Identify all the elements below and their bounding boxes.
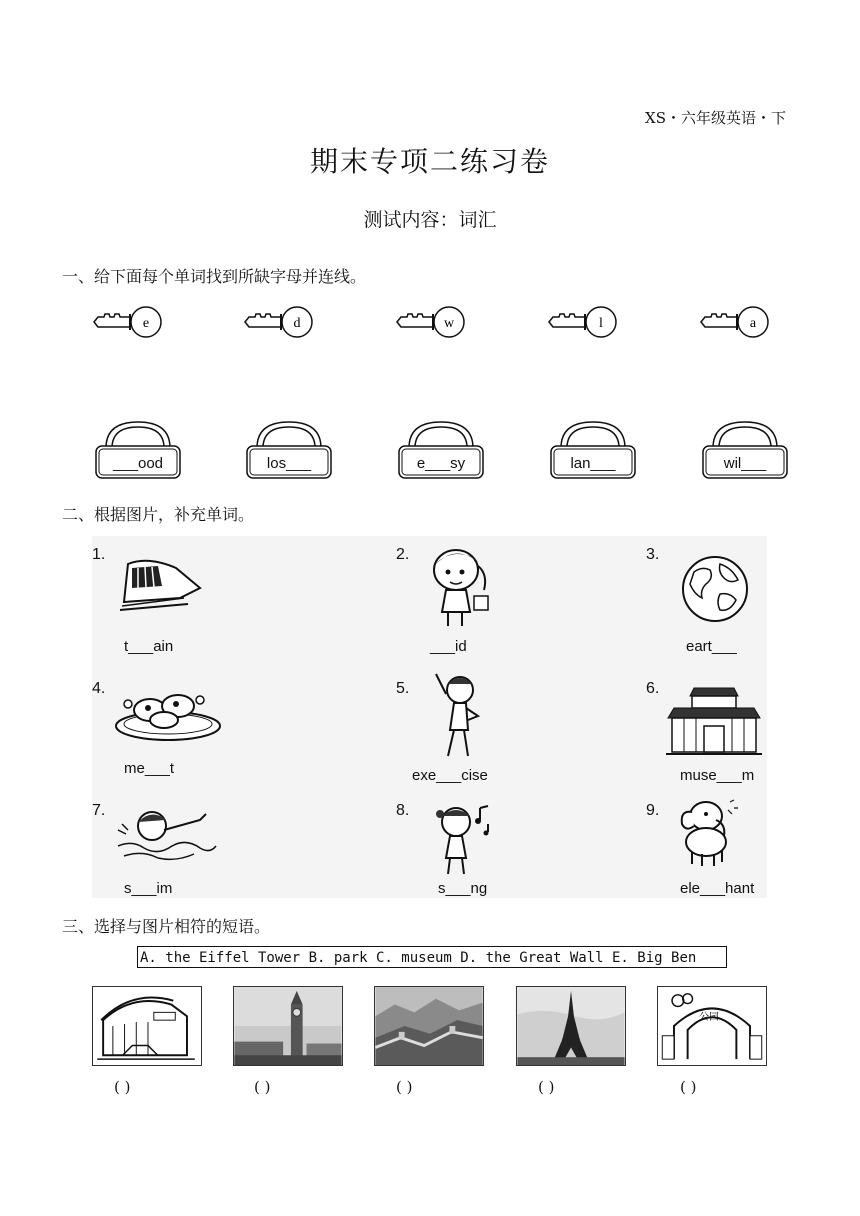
item-number: 4.	[92, 680, 106, 697]
key-letter: a	[749, 316, 757, 331]
page-subtitle: 测试内容：词汇	[363, 209, 497, 231]
park-gate-drawing-icon	[657, 986, 767, 1066]
park-gate-drawing	[657, 986, 767, 1066]
page-title: 期末专项二练习卷	[309, 145, 550, 178]
section-3-heading: 三、选择与图片相符的短语。	[62, 917, 271, 936]
lock-icon	[547, 418, 639, 480]
answer-blank[interactable]: ( )	[396, 1078, 413, 1096]
swim-icon	[114, 800, 218, 864]
big-ben-photo-icon	[233, 986, 343, 1066]
key-letter: d	[293, 316, 301, 331]
item-number: 7.	[92, 802, 106, 819]
section-2-heading: 二、根据图片，补充单词。	[62, 505, 255, 524]
item-number: 8.	[396, 802, 410, 819]
lock-word: los___	[266, 455, 312, 472]
lock-icon	[92, 418, 184, 480]
sing-icon	[428, 800, 498, 878]
lock-icon	[243, 418, 335, 480]
item-number: 6.	[646, 680, 660, 697]
eiffel-tower-photo-icon	[516, 986, 626, 1066]
item-number: 1.	[92, 546, 106, 563]
item-word: exe___cise	[412, 767, 488, 784]
key-icon	[243, 302, 315, 342]
exercise-icon	[428, 670, 488, 762]
answer-blank[interactable]: ( )	[538, 1078, 555, 1096]
lock-word: lan___	[570, 455, 616, 472]
meat-icon	[112, 684, 224, 744]
key-icon	[547, 302, 619, 342]
lock-word: e___sy	[416, 455, 466, 472]
train-icon	[118, 552, 204, 614]
key-icon	[395, 302, 467, 342]
lock-icon	[699, 418, 791, 480]
section-1-heading: 一、给下面每个单词找到所缺字母并连线。	[62, 267, 367, 286]
key-icon	[699, 302, 771, 342]
key-letter: e	[142, 316, 150, 331]
item-word: muse___m	[680, 767, 755, 784]
answer-blank[interactable]: ( )	[114, 1078, 131, 1096]
park-sign: 公园	[699, 1012, 719, 1023]
answer-blank[interactable]: ( )	[254, 1078, 271, 1096]
series-label: XS・六年级英语・下	[645, 109, 786, 127]
item-word: ___id	[430, 638, 467, 655]
item-word: s___ng	[438, 880, 488, 897]
item-word: t___ain	[124, 638, 174, 655]
item-number: 9.	[646, 802, 660, 819]
item-word: eart___	[686, 638, 737, 655]
key-letter: w	[443, 316, 455, 331]
girl-icon	[426, 544, 498, 630]
lock-icon	[395, 418, 487, 480]
elephant-icon	[676, 796, 742, 868]
museum-icon	[664, 682, 764, 756]
answer-blank[interactable]: ( )	[680, 1078, 697, 1096]
lock-word: wil___	[723, 455, 767, 472]
item-number: 2.	[396, 546, 410, 563]
options-box: A. the Eiffel Tower B. park C. museum D. the Great Wall E. Big Ben	[137, 946, 727, 968]
item-number: 5.	[396, 680, 410, 697]
item-number: 3.	[646, 546, 660, 563]
great-wall-photo-icon	[374, 986, 484, 1066]
item-word: me___t	[124, 760, 175, 777]
museum-drawing-icon	[92, 986, 202, 1066]
lock-word: ___ood	[112, 455, 164, 472]
key-icon	[92, 302, 164, 342]
item-word: s___im	[124, 880, 173, 897]
item-word: ele___hant	[680, 880, 755, 897]
earth-icon	[680, 554, 750, 624]
key-letter: l	[599, 316, 603, 331]
